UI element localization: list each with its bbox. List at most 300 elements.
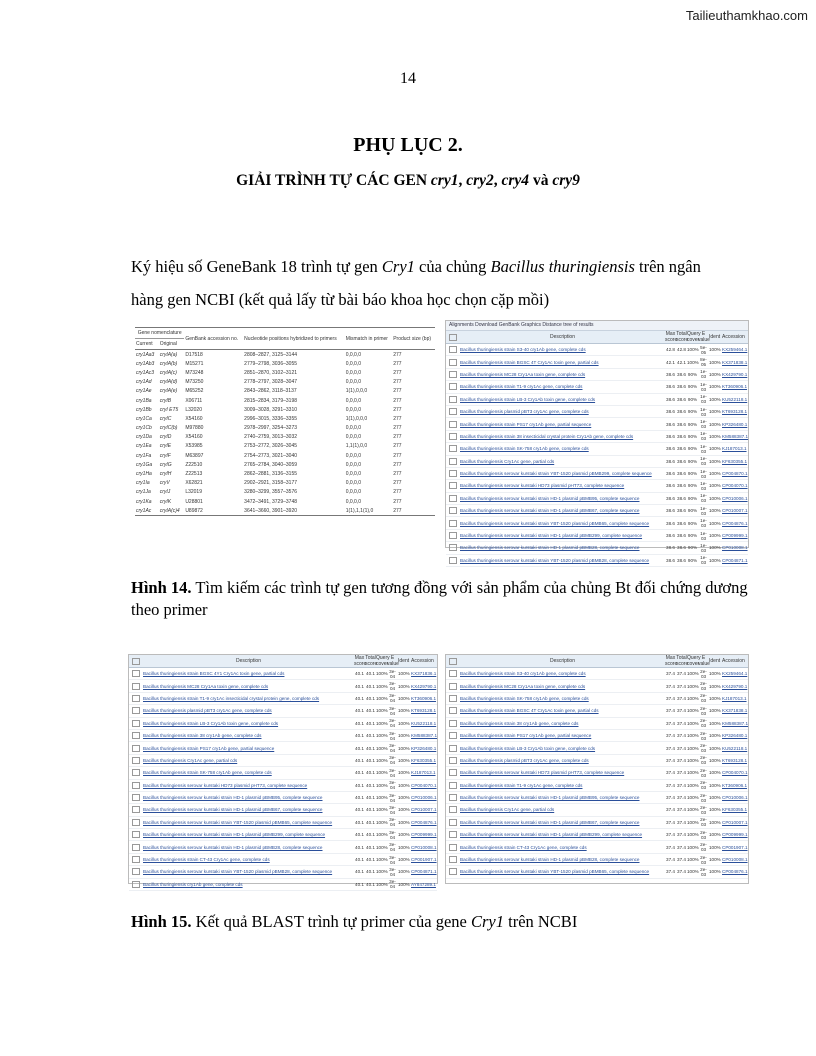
result-value: 38.6	[666, 421, 675, 427]
row-checkbox[interactable]	[449, 544, 457, 551]
accession-link[interactable]: KJ187013.1	[722, 695, 747, 701]
table-cell: cryV	[159, 480, 170, 487]
accession-link[interactable]: CP010006.1	[722, 495, 748, 501]
result-value: 1e-03	[700, 493, 707, 504]
table-cell: cry1Da	[136, 434, 152, 441]
result-description-link[interactable]: Bacillus thuringiensis MC28 Cry1Aa toxin gene, complete cds	[460, 683, 586, 689]
column-header[interactable]: Ident	[709, 658, 721, 664]
result-row	[446, 369, 748, 381]
result-description-link[interactable]: Bacillus thuringiensis strain 38 insecticidal crystal protein Cry1Ab gene, complete cds	[460, 433, 634, 439]
result-value: 100%	[398, 695, 410, 701]
accession-link[interactable]: CP004870.1	[722, 471, 748, 477]
table-cell: 2978–2997, 3254–3273	[244, 425, 298, 432]
result-description-link[interactable]: Bacillus thuringiensis serovar kurstaki HD73 plasmid pHT73, complete sequence	[143, 782, 308, 788]
result-value: 3e-04	[389, 755, 396, 766]
row-checkbox[interactable]	[132, 745, 140, 752]
row-checkbox[interactable]	[132, 806, 140, 813]
row-checkbox[interactable]	[132, 695, 140, 702]
accession-link[interactable]: AY847289.1	[411, 881, 436, 887]
result-value: 100%	[376, 844, 388, 850]
accession-link[interactable]: KP326480.1	[722, 733, 748, 739]
table-cell: 3472–3491, 3729–3748	[244, 498, 298, 505]
row-checkbox[interactable]	[449, 421, 457, 428]
result-description-link[interactable]: Bacillus thuringiensis strain SK-758 cry1Ab gene, complete cds	[143, 770, 272, 776]
row-checkbox[interactable]	[449, 745, 457, 752]
accession-link[interactable]: KT693128.1	[722, 409, 748, 415]
row-checkbox[interactable]	[449, 445, 457, 452]
result-value: 100%	[376, 708, 388, 714]
result-description-link[interactable]: Bacillus thuringiensis strain BGSC 4T Cry1Ac toxin gene, partial cds	[460, 708, 599, 714]
row-checkbox[interactable]	[449, 470, 457, 477]
result-description-link[interactable]: Bacillus thuringiensis serovar kurstaki strain YBT-1520 plasmid pBMB65, complete sequence	[143, 819, 333, 825]
result-description-link[interactable]: Bacillus thuringiensis serovar kurstaki strain HD-1 plasmid pBMB28, complete sequence	[460, 545, 640, 551]
result-description-link[interactable]: Bacillus thuringiensis strain BGSC 4Y1 Cry1Ac toxin gene, partial cds	[143, 671, 285, 677]
table-cell: 277	[392, 506, 435, 516]
result-value: 40.1	[366, 869, 375, 875]
result-value: 100%	[687, 832, 699, 838]
table-cell: cryIC	[159, 415, 172, 422]
table-cell: M65252	[185, 388, 204, 395]
result-value: 40.1	[355, 782, 364, 788]
row-checkbox[interactable]	[132, 856, 140, 863]
accession-link[interactable]: CP004871.1	[411, 869, 437, 875]
result-description-link[interactable]: Bacillus thuringiensis plasmid pBT3 cry1Ac gene, complete cds	[460, 409, 589, 415]
column-header[interactable]: Total score	[365, 655, 378, 667]
result-value: 37.4	[677, 807, 686, 813]
accession-link[interactable]: KX371838.1	[722, 359, 748, 365]
column-header[interactable]: E value	[698, 331, 710, 343]
row-checkbox[interactable]	[132, 707, 140, 714]
accession-link[interactable]: CP009999.1	[411, 832, 437, 838]
accession-link[interactable]: KX371838.1	[722, 708, 748, 714]
result-row	[129, 879, 437, 891]
result-description-link[interactable]: Bacillus thuringiensis MC28 Cry1Aa toxin gene, complete cds	[143, 683, 269, 689]
result-description-link[interactable]: Bacillus thuringiensis strain SK-758 cry1Ab gene, complete cds	[460, 446, 589, 452]
accession-link[interactable]: KF630355.1	[411, 757, 437, 763]
row-checkbox[interactable]	[449, 831, 457, 838]
result-description-link[interactable]: Bacillus thuringiensis MC28 Cry1Aa toxin gene, complete cds	[460, 371, 586, 377]
row-checkbox[interactable]	[132, 881, 140, 888]
result-value: 37.4	[677, 720, 686, 726]
result-description-link[interactable]: Bacillus thuringiensis serovar kurstaki strain HD-1 plasmid pBMB67, complete sequence	[143, 807, 323, 813]
accession-link[interactable]: CP004070.1	[722, 483, 748, 489]
result-description-link[interactable]: Bacillus thuringiensis serovar kurstaki HD73 plasmid pHT73, complete sequence	[460, 483, 625, 489]
table-cell: 277	[393, 480, 402, 487]
row-checkbox[interactable]	[132, 844, 140, 851]
table-cell: 3280–3299, 3557–3576	[244, 489, 298, 496]
row-checkbox[interactable]	[132, 819, 140, 826]
result-description-link[interactable]: Bacillus thuringiensis strain PS17 cry1Ab gene, partial sequence	[143, 745, 275, 751]
watermark: Tailieuthamkhao.com	[685, 8, 808, 23]
accession-link[interactable]: KT360906.1	[411, 695, 437, 701]
accession-link[interactable]: CP009999.1	[722, 832, 748, 838]
accession-link[interactable]: CP010007.1	[722, 508, 748, 514]
result-value: 38.6	[677, 446, 686, 452]
result-description-link[interactable]: Bacillus thuringiensis serovar kurstaki strain HD-1 plasmid pBMB299, complete sequence	[143, 832, 326, 838]
result-row	[446, 493, 748, 505]
table-cell: cry1Ae	[136, 388, 152, 395]
result-description-link[interactable]: Bacillus thuringiensis serovar kurstaki strain HD-1 plasmid pBMB28, complete sequence	[143, 844, 323, 850]
result-description-link[interactable]: Bacillus thuringiensis strain 38 cry1Ab gene, complete cds	[460, 720, 579, 726]
result-value: 100%	[398, 844, 410, 850]
row-checkbox[interactable]	[449, 732, 457, 739]
result-description-link[interactable]: Bacillus thuringiensis strain PS17 cry1Ab gene, partial sequence	[460, 733, 592, 739]
result-value: 40.1	[366, 757, 375, 763]
result-value: 100%	[398, 683, 410, 689]
column-header[interactable]: Total score	[676, 331, 689, 343]
column-header[interactable]: Ident	[709, 334, 721, 340]
row-checkbox[interactable]	[132, 868, 140, 875]
accession-link[interactable]: KT693128.1	[722, 757, 748, 763]
row-checkbox[interactable]	[132, 670, 140, 677]
accession-link[interactable]: KJ187013.1	[411, 770, 436, 776]
result-value: 40.1	[366, 695, 375, 701]
result-value: 40.1	[355, 708, 364, 714]
result-description-link[interactable]: Bacillus thuringiensis strain SK-758 cry1Ab gene, complete cds	[460, 695, 589, 701]
column-header[interactable]: E value	[387, 655, 399, 667]
row-checkbox[interactable]	[449, 794, 457, 801]
accession-link[interactable]: KT360906.1	[722, 384, 748, 390]
row-checkbox[interactable]	[449, 757, 457, 764]
accession-link[interactable]: KX259464.1	[722, 347, 748, 353]
column-header[interactable]: E value	[698, 655, 710, 667]
accession-link[interactable]: KU522118.1	[722, 396, 748, 402]
result-description-link[interactable]: Bacillus thuringiensis strain T1-9 cry1Ac gene, complete cds	[460, 384, 583, 390]
table-cell: cry1Ka	[136, 498, 152, 505]
result-value: 100%	[687, 857, 699, 863]
accession-link[interactable]: CP004070.1	[722, 770, 748, 776]
row-checkbox[interactable]	[449, 396, 457, 403]
result-value: 3e-04	[389, 842, 396, 853]
accession-link[interactable]: KX429790.1	[722, 683, 748, 689]
result-description-link[interactable]: Bacillus thuringiensis strain S3-40 cry1Ab gene, complete cds	[460, 347, 586, 353]
result-row	[446, 530, 748, 542]
accession-link[interactable]: CP004876.1	[722, 520, 748, 526]
result-row	[446, 406, 748, 418]
accession-link[interactable]: CP004876.1	[722, 869, 748, 875]
result-row	[446, 668, 748, 680]
table-cell: cryIA(b)	[159, 360, 178, 367]
result-description-link[interactable]: Bacillus thuringiensis strain LB-3 Cry1Ab toxin gene, complete cds	[460, 396, 596, 402]
result-value: 1e-03	[700, 406, 707, 417]
result-row	[129, 680, 437, 692]
result-description-link[interactable]: Bacillus thuringiensis Cry1Ac gene, partial cds	[460, 458, 555, 464]
row-checkbox[interactable]	[449, 819, 457, 826]
figure-15-caption: Hình 15. Kết quả BLAST trình tự primer của gene Cry1 trên NCBI	[131, 912, 578, 931]
row-checkbox[interactable]	[449, 482, 457, 489]
accession-link[interactable]: CP010008.1	[411, 844, 437, 850]
table-cell: 3641–3660, 3901–3920	[243, 506, 345, 516]
table-cell: cryIA(d)	[159, 379, 178, 386]
result-value: 38.6	[666, 446, 675, 452]
accession-link[interactable]: CP010006.1	[411, 795, 437, 801]
select-all-checkbox[interactable]	[449, 658, 457, 665]
table-cell: Z22513	[185, 471, 203, 478]
row-checkbox[interactable]	[449, 532, 457, 539]
row-checkbox[interactable]	[132, 720, 140, 727]
result-value: 2e-03	[700, 829, 707, 840]
result-description-link[interactable]: Bacillus thuringiensis serovar kurstaki strain HD-1 plasmid pBMB95, complete sequence	[460, 495, 640, 501]
result-value: 100%	[709, 733, 721, 739]
row-checkbox[interactable]	[132, 769, 140, 776]
result-value: 38.6	[677, 471, 686, 477]
result-description-link[interactable]: Bacillus thuringiensis strain 38 cry1Ab gene, complete cds	[143, 733, 262, 739]
row-checkbox[interactable]	[132, 757, 140, 764]
row-checkbox[interactable]	[449, 868, 457, 875]
table-cell: 2902–2921, 3158–3177	[244, 480, 298, 487]
row-checkbox[interactable]	[449, 683, 457, 690]
result-description-link[interactable]: Bacillus thuringiensis serovar kurstaki strain HD-1 plasmid pBMB299, complete sequence	[460, 832, 643, 838]
result-row	[446, 555, 748, 567]
select-all-checkbox[interactable]	[449, 334, 457, 341]
row-checkbox[interactable]	[449, 383, 457, 390]
result-value: 37.4	[666, 733, 675, 739]
result-value: 37.4	[677, 844, 686, 850]
row-checkbox[interactable]	[132, 732, 140, 739]
accession-link[interactable]: KM588387.1	[722, 433, 749, 439]
result-row	[129, 718, 437, 730]
appendix-subtitle: GIẢI TRÌNH TỰ CÁC GEN cry1, cry2, cry4 và cry9	[236, 172, 580, 189]
result-description-link[interactable]: Bacillus thuringiensis serovar kurstaki strain HD-1 plasmid pBMB299, complete sequence	[460, 533, 643, 539]
row-checkbox[interactable]	[449, 670, 457, 677]
table-cell: M73248	[185, 369, 204, 376]
result-value: 3e-04	[389, 718, 396, 729]
result-value: 100%	[398, 745, 410, 751]
column-header[interactable]: Accession	[722, 334, 745, 340]
result-description-link[interactable]: Bacillus thuringiensis serovar kurstaki strain HD-1 plasmid pBMB67, complete sequence	[460, 508, 640, 514]
result-value: 2e-03	[700, 718, 707, 729]
result-description-link[interactable]: Bacillus thuringiensis serovar kurstaki HD73 plasmid pHT73, complete sequence	[460, 770, 625, 776]
table-cell: cryIG	[159, 461, 172, 468]
result-value: 40.1	[366, 844, 375, 850]
result-description-link[interactable]: Bacillus thuringiensis strain LB-3 Cry1Ab toxin gene, complete cds	[143, 720, 279, 726]
result-description-link[interactable]: Bacillus thuringiensis strain BGSC 4T Cry1Ac toxin gene, partial cds	[460, 359, 599, 365]
result-row	[129, 817, 437, 829]
accession-link[interactable]: KF630355.1	[722, 807, 748, 813]
results-header	[446, 655, 748, 668]
column-header[interactable]: Total score	[676, 655, 689, 667]
row-checkbox[interactable]	[132, 683, 140, 690]
column-header[interactable]: Description	[549, 658, 575, 664]
result-description-link[interactable]: Bacillus thuringiensis strain PS17 cry1Ab gene, partial sequence	[460, 421, 592, 427]
table-row	[135, 442, 435, 451]
result-value: 2e-03	[700, 730, 707, 741]
table-cell: cryIA(c)	[159, 369, 177, 376]
accession-link[interactable]: KT360906.1	[722, 782, 748, 788]
row-checkbox[interactable]	[449, 695, 457, 702]
accession-link[interactable]: KT693128.1	[411, 708, 437, 714]
result-value: 100%	[709, 446, 721, 452]
accession-link[interactable]: CP009999.1	[722, 533, 748, 539]
result-value: 37.4	[677, 733, 686, 739]
accession-link[interactable]: CP004070.1	[411, 782, 437, 788]
column-header[interactable]: Max score	[665, 655, 678, 667]
result-row	[129, 668, 437, 680]
row-checkbox[interactable]	[449, 844, 457, 851]
result-value: 90%	[687, 433, 698, 439]
result-value: 100%	[709, 683, 721, 689]
table-row	[135, 378, 435, 387]
column-header[interactable]: Accession	[722, 658, 745, 664]
row-checkbox[interactable]	[449, 408, 457, 415]
accession-link[interactable]: CP010008.1	[722, 857, 748, 863]
result-value: 40.1	[366, 832, 375, 838]
result-description-link[interactable]: Bacillus thuringiensis strain LB-3 Cry1Ab toxin gene, complete cds	[460, 745, 596, 751]
select-all-checkbox[interactable]	[132, 658, 140, 665]
accession-link[interactable]: KP326480.1	[722, 421, 748, 427]
result-value: 100%	[376, 832, 388, 838]
column-header[interactable]: Query cover	[376, 655, 390, 667]
accession-link[interactable]: CP004871.1	[722, 557, 748, 563]
accession-link[interactable]: KU522118.1	[411, 720, 437, 726]
result-value: 40.1	[355, 671, 364, 677]
accession-link[interactable]: CP001907.1	[411, 857, 437, 863]
result-value: 100%	[709, 807, 721, 813]
column-header[interactable]: Query cover	[687, 331, 701, 343]
row-checkbox[interactable]	[132, 782, 140, 789]
column-header[interactable]: Max score	[665, 331, 678, 343]
row-checkbox[interactable]	[449, 371, 457, 378]
row-checkbox[interactable]	[449, 359, 457, 366]
result-description-link[interactable]: Bacillus thuringiensis serovar kurstaki strain HD-1 plasmid pBMB95, complete sequence	[143, 795, 323, 801]
result-description-link[interactable]: Bacillus thuringiensis strain CT-43 Cry1Ac gene, complete cds	[460, 844, 587, 850]
result-row	[129, 866, 437, 878]
result-value: 100%	[709, 359, 721, 365]
row-checkbox[interactable]	[449, 507, 457, 514]
row-checkbox[interactable]	[449, 433, 457, 440]
accession-link[interactable]: KX429790.1	[722, 371, 748, 377]
result-row	[129, 854, 437, 866]
result-value: 100%	[709, 869, 721, 875]
result-row	[446, 817, 748, 829]
table-cell: 2843–2862, 3118–3137	[244, 388, 297, 395]
result-value: 100%	[376, 733, 388, 739]
result-value: 3e-04	[389, 854, 396, 865]
result-row	[446, 505, 748, 517]
column-header[interactable]: Accession	[411, 658, 434, 664]
row-checkbox[interactable]	[449, 856, 457, 863]
result-row	[446, 829, 748, 841]
result-value: 40.1	[355, 857, 364, 863]
result-description-link[interactable]: Bacillus thuringiensis strain T1-9 cry1Ac insecticidal crystal protein gene, complete cds	[143, 695, 320, 701]
result-value: 3e-04	[389, 730, 396, 741]
accession-link[interactable]: CP010006.1	[722, 795, 748, 801]
result-value: 90%	[687, 471, 698, 477]
result-description-link[interactable]: Bacillus thuringiensis serovar kurstaki strain YBT-1520 plasmid pBMB299, complete sequence	[460, 471, 652, 477]
gene-nomenclature-table	[135, 327, 435, 549]
result-value: 100%	[687, 869, 699, 875]
accession-link[interactable]: CP004876.1	[411, 819, 437, 825]
table-row	[135, 405, 435, 414]
result-description-link[interactable]: Bacillus thuringiensis serovar kurstaki strain YBT-1520 plasmid pBMB28, complete sequence	[143, 869, 333, 875]
result-value: 100%	[687, 745, 699, 751]
result-description-link[interactable]: Bacillus thuringiensis Cry1Ac gene, partial cds	[143, 757, 238, 763]
accession-link[interactable]: CP001907.1	[722, 844, 748, 850]
result-description-link[interactable]: Bacillus thuringiensis serovar kurstaki strain HD-1 plasmid pBMB95, complete sequence	[460, 795, 640, 801]
result-value: 100%	[398, 770, 410, 776]
accession-link[interactable]: KJ187013.1	[722, 446, 747, 452]
result-description-link[interactable]: Bacillus thuringiensis strain T1-9 cry1Ac gene, complete cds	[460, 782, 583, 788]
column-header[interactable]: Description	[235, 658, 261, 664]
accession-link[interactable]: CP010007.1	[411, 807, 437, 813]
accession-link[interactable]: KX371836.1	[411, 671, 437, 677]
table-cell: 2740–2759, 3013–3032	[244, 434, 298, 441]
result-value: 100%	[687, 844, 699, 850]
accession-link[interactable]: KF630355.1	[722, 458, 748, 464]
column-header[interactable]: Max score	[354, 655, 367, 667]
accession-link[interactable]: KX259464.1	[722, 671, 748, 677]
column-header[interactable]: Ident	[398, 658, 410, 664]
result-value: 100%	[709, 458, 721, 464]
result-description-link[interactable]: Bacillus thuringiensis serovar kurstaki strain HD-1 plasmid pBMB28, complete sequence	[460, 857, 640, 863]
row-checkbox[interactable]	[449, 557, 457, 564]
result-description-link[interactable]: Bacillus thuringiensis serovar kurstaki strain YBT-1520 plasmid pBMB28, complete sequence	[460, 557, 650, 563]
results-toolbar[interactable]: Alignments Download GenBank Graphics Distance tree of results	[446, 321, 748, 331]
result-value: 100%	[687, 733, 699, 739]
result-value: 38.6	[666, 384, 675, 390]
result-value: 40.1	[355, 819, 364, 825]
result-description-link[interactable]: Bacillus thuringiensis strain S3-40 cry1Ab gene, complete cds	[460, 671, 586, 677]
table-cell: 0,0,0,0	[345, 471, 362, 478]
row-checkbox[interactable]	[449, 520, 457, 527]
column-header[interactable]: Query cover	[687, 655, 701, 667]
result-value: 100%	[709, 720, 721, 726]
accession-link[interactable]: CP010008.1	[722, 545, 748, 551]
result-value: 100%	[709, 695, 721, 701]
result-description-link[interactable]: Bacillus thuringiensis serovar kurstaki strain YBT-1520 plasmid pBMB65, complete sequence	[460, 869, 650, 875]
table-cell: 2815–2834, 3179–3198	[244, 397, 298, 404]
accession-link[interactable]: CP010007.1	[722, 819, 748, 825]
row-checkbox[interactable]	[449, 782, 457, 789]
row-checkbox[interactable]	[449, 806, 457, 813]
result-value: 38.6	[666, 433, 675, 439]
result-value: 3e-04	[389, 668, 396, 679]
accession-link[interactable]: KP326480.1	[411, 745, 437, 751]
column-header[interactable]: Description	[549, 334, 575, 340]
accession-link[interactable]: KM588387.1	[722, 720, 749, 726]
result-description-link[interactable]: Bacillus thuringiensis plasmid pBT3 cry1Ac gene, complete cds	[460, 757, 589, 763]
row-checkbox[interactable]	[449, 495, 457, 502]
result-value: 90%	[687, 396, 698, 402]
result-value: 3e-04	[389, 767, 396, 778]
accession-link[interactable]: KX429790.1	[411, 683, 437, 689]
row-checkbox[interactable]	[449, 346, 457, 353]
result-description-link[interactable]: Bacillus thuringiensis cry1Ab gene, complete cds	[143, 881, 243, 887]
row-checkbox[interactable]	[132, 794, 140, 801]
accession-link[interactable]: KM588387.1	[411, 733, 438, 739]
row-checkbox[interactable]	[132, 831, 140, 838]
result-description-link[interactable]: Bacillus thuringiensis serovar kurstaki strain HD-1 plasmid pBMB67, complete sequence	[460, 819, 640, 825]
result-value: 100%	[687, 671, 699, 677]
result-value: 2e-03	[700, 804, 707, 815]
row-checkbox[interactable]	[449, 707, 457, 714]
result-value: 37.4	[677, 745, 686, 751]
table-cell: cryI ET5	[159, 406, 179, 413]
accession-link[interactable]: KU522118.1	[722, 745, 748, 751]
row-checkbox[interactable]	[449, 769, 457, 776]
result-description-link[interactable]: Bacillus thuringiensis strain CT-43 Cry1Ac gene, complete cds	[143, 857, 270, 863]
result-description-link[interactable]: Bacillus thuringiensis Cry1Ac gene, partial cds	[460, 807, 555, 813]
row-checkbox[interactable]	[449, 458, 457, 465]
row-checkbox[interactable]	[449, 720, 457, 727]
result-value: 1e-03	[700, 542, 707, 553]
table-cell: X54160	[185, 415, 203, 422]
result-value: 100%	[709, 409, 721, 415]
result-value: 3e-04	[389, 879, 396, 890]
result-value: 100%	[376, 671, 388, 677]
result-description-link[interactable]: Bacillus thuringiensis serovar kurstaki strain YBT-1520 plasmid pBMB65, complete sequence	[460, 520, 650, 526]
result-description-link[interactable]: Bacillus thuringiensis plasmid pBT3 cry1Ac gene, complete cds	[143, 708, 272, 714]
